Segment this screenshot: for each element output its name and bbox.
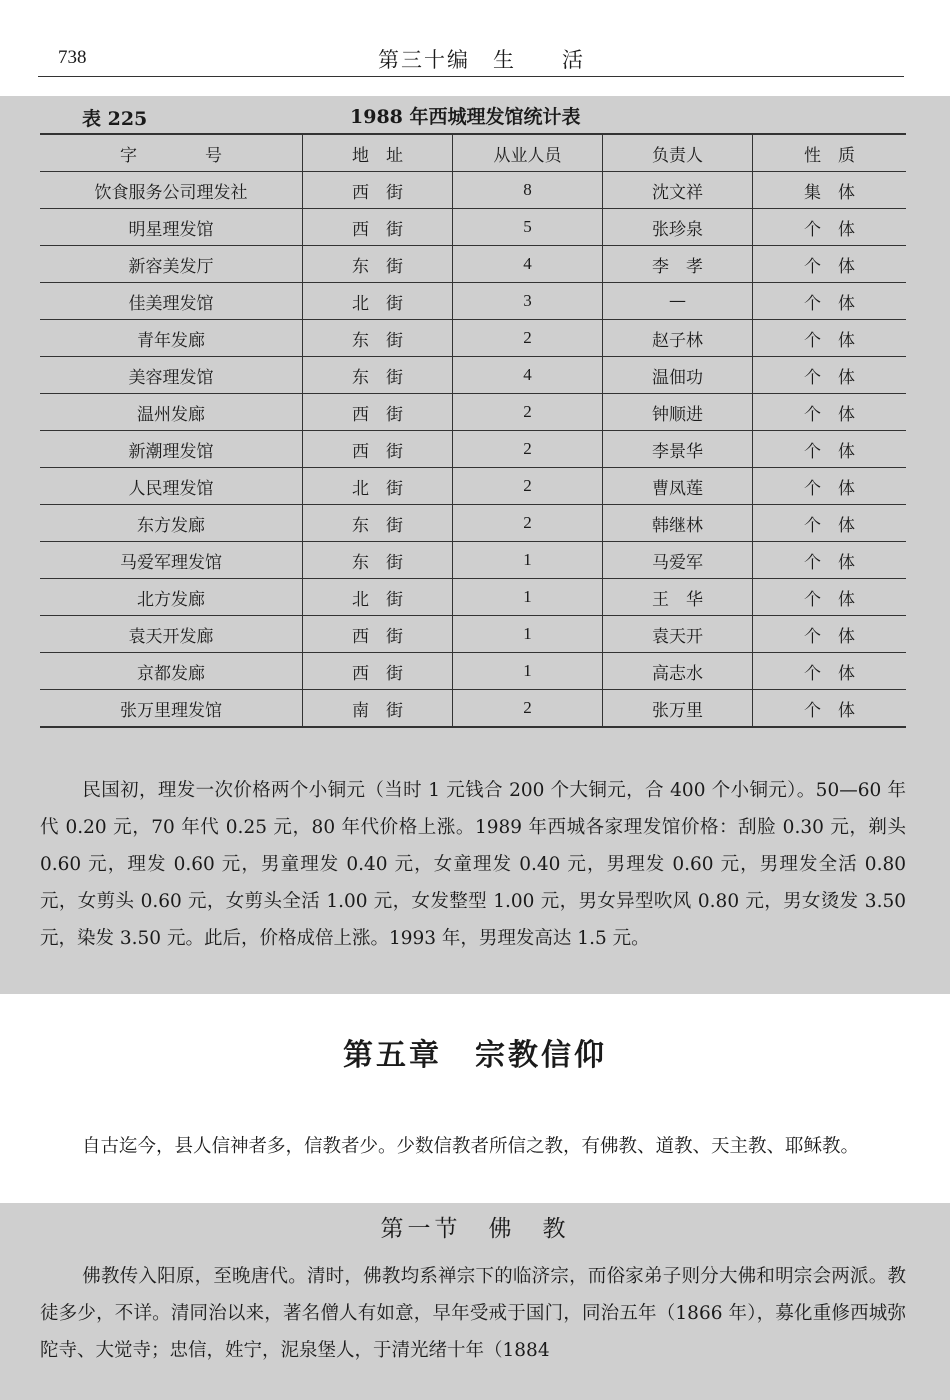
cell-name: 明星理发馆	[40, 209, 303, 246]
cell-manager: 赵子林	[603, 320, 753, 357]
cell-staff: 2	[453, 505, 603, 542]
paragraph-intro-text: 自古迄今，县人信神者多，信教者少。少数信教者所信之教，有佛教、道教、天主教、耶稣教。	[82, 1136, 860, 1157]
cell-name: 美容理发馆	[40, 357, 303, 394]
cell-ownership: 个 体	[753, 283, 907, 320]
cell-manager: 马爱军	[603, 542, 753, 579]
table-row	[40, 653, 906, 690]
header-rule	[38, 76, 904, 77]
cell-staff: 1	[453, 542, 603, 579]
cell-address: 东 街	[303, 320, 453, 357]
cell-manager: —	[603, 283, 753, 320]
cell-manager: 曹凤莲	[603, 468, 753, 505]
table-header-row	[40, 134, 906, 172]
table-row	[40, 246, 906, 283]
cell-name: 京都发廊	[40, 653, 303, 690]
cell-manager: 张万里	[603, 690, 753, 728]
cell-manager: 李 孝	[603, 246, 753, 283]
cell-ownership: 个 体	[753, 246, 907, 283]
cell-staff: 4	[453, 246, 603, 283]
cell-address: 南 街	[303, 690, 453, 728]
cell-name: 张万里理发馆	[40, 690, 303, 728]
cell-address: 西 街	[303, 616, 453, 653]
column-header-ownership: 性 质	[753, 134, 907, 172]
chapter-title: 第五章 宗教信仰	[343, 1038, 607, 1073]
cell-manager: 钟顺进	[603, 394, 753, 431]
cell-ownership: 个 体	[753, 357, 907, 394]
table-row	[40, 172, 906, 209]
column-header-staff: 从业人员	[453, 134, 603, 172]
table-row	[40, 579, 906, 616]
cell-name: 佳美理发馆	[40, 283, 303, 320]
cell-ownership: 个 体	[753, 542, 907, 579]
cell-name: 北方发廊	[40, 579, 303, 616]
cell-manager: 李景华	[603, 431, 753, 468]
table-row	[40, 431, 906, 468]
table-row	[40, 283, 906, 320]
cell-manager: 王 华	[603, 579, 753, 616]
paragraph-buddhism-text: 佛教传入阳原，至晚唐代。清时，佛教均系禅宗下的临济宗，而俗家弟子则分大佛和明宗会两派。教徒多少，不详。清同治以来，著名僧人有如意，早年受戒于国门，同治五年（1866 年），募化重修西城弥陀寺、大觉寺；忠信，姓宁，泥泉堡人，于清光绪十年（1884	[40, 1266, 906, 1361]
cell-staff: 1	[453, 616, 603, 653]
cell-address: 东 街	[303, 505, 453, 542]
cell-staff: 2	[453, 320, 603, 357]
cell-address: 北 街	[303, 579, 453, 616]
cell-staff: 1	[453, 653, 603, 690]
cell-staff: 2	[453, 690, 603, 728]
table-row	[40, 690, 906, 728]
cell-staff: 2	[453, 394, 603, 431]
cell-ownership: 个 体	[753, 579, 907, 616]
cell-staff: 2	[453, 431, 603, 468]
running-head: 第三十编 生 活	[378, 48, 585, 72]
cell-address: 西 街	[303, 209, 453, 246]
cell-ownership: 个 体	[753, 616, 907, 653]
table-row	[40, 394, 906, 431]
cell-staff: 2	[453, 468, 603, 505]
cell-address: 北 街	[303, 283, 453, 320]
cell-ownership: 个 体	[753, 209, 907, 246]
cell-name: 青年发廊	[40, 320, 303, 357]
cell-staff: 8	[453, 172, 603, 209]
cell-staff: 3	[453, 283, 603, 320]
table-body	[40, 172, 906, 728]
cell-manager: 袁天开	[603, 616, 753, 653]
cell-manager: 韩继林	[603, 505, 753, 542]
section-title: 第一节 佛 教	[380, 1216, 570, 1242]
cell-name: 袁天开发廊	[40, 616, 303, 653]
table-title: 1988 年西城理发馆统计表	[350, 106, 581, 128]
table-number: 表 225	[82, 108, 148, 130]
cell-staff: 1	[453, 579, 603, 616]
table-row	[40, 320, 906, 357]
cell-ownership: 个 体	[753, 320, 907, 357]
cell-address: 东 街	[303, 357, 453, 394]
paragraph-prices	[40, 772, 906, 957]
cell-address: 东 街	[303, 542, 453, 579]
paragraph-buddhism	[40, 1258, 906, 1369]
paragraph-prices-text: 民国初，理发一次价格两个小铜元（当时 1 元钱合 200 个大铜元，合 400 个小铜元）。50—60 年代 0.20 元，70 年代 0.25 元，80 年代价格上涨。1989 年西城各家理发馆价格：刮脸 0.30 元，剃头 0.60 元，理发 0.60 元，男童理发 0.40 元，女童理发 0.40 元，男理发 0.60 元，男理发全活 0.80 元，女剪头 0.60 元，女剪头全活 1.00 元，女发整型 1.00 元，男女异型吹风 0.80 元，男女烫发 3.50 元，染发 3.50 元。此后，价格成倍上涨。1993 年，男理发高达 1.5 元。	[40, 780, 906, 949]
barbershop-table	[40, 133, 906, 728]
cell-name: 人民理发馆	[40, 468, 303, 505]
cell-ownership: 个 体	[753, 468, 907, 505]
table-row	[40, 357, 906, 394]
paragraph-intro	[40, 1128, 906, 1165]
page-header	[0, 0, 950, 96]
cell-address: 西 街	[303, 653, 453, 690]
cell-staff: 4	[453, 357, 603, 394]
cell-ownership: 个 体	[753, 653, 907, 690]
cell-manager: 高志水	[603, 653, 753, 690]
cell-address: 东 街	[303, 246, 453, 283]
cell-name: 温州发廊	[40, 394, 303, 431]
cell-manager: 张珍泉	[603, 209, 753, 246]
cell-manager: 温佃功	[603, 357, 753, 394]
column-header-manager: 负责人	[603, 134, 753, 172]
table-row	[40, 209, 906, 246]
cell-name: 新容美发厅	[40, 246, 303, 283]
cell-ownership: 个 体	[753, 394, 907, 431]
table-row	[40, 505, 906, 542]
table-row	[40, 468, 906, 505]
cell-name: 饮食服务公司理发社	[40, 172, 303, 209]
column-header-name: 字 号	[40, 134, 303, 172]
cell-name: 新潮理发馆	[40, 431, 303, 468]
cell-ownership: 集 体	[753, 172, 907, 209]
cell-address: 北 街	[303, 468, 453, 505]
page-number: 738	[58, 47, 87, 68]
cell-name: 马爱军理发馆	[40, 542, 303, 579]
cell-ownership: 个 体	[753, 431, 907, 468]
cell-staff: 5	[453, 209, 603, 246]
cell-address: 西 街	[303, 431, 453, 468]
cell-ownership: 个 体	[753, 690, 907, 728]
table-row	[40, 616, 906, 653]
cell-name: 东方发廊	[40, 505, 303, 542]
column-header-address: 地 址	[303, 134, 453, 172]
cell-manager: 沈文祥	[603, 172, 753, 209]
cell-address: 西 街	[303, 394, 453, 431]
cell-address: 西 街	[303, 172, 453, 209]
cell-ownership: 个 体	[753, 505, 907, 542]
table-row	[40, 542, 906, 579]
